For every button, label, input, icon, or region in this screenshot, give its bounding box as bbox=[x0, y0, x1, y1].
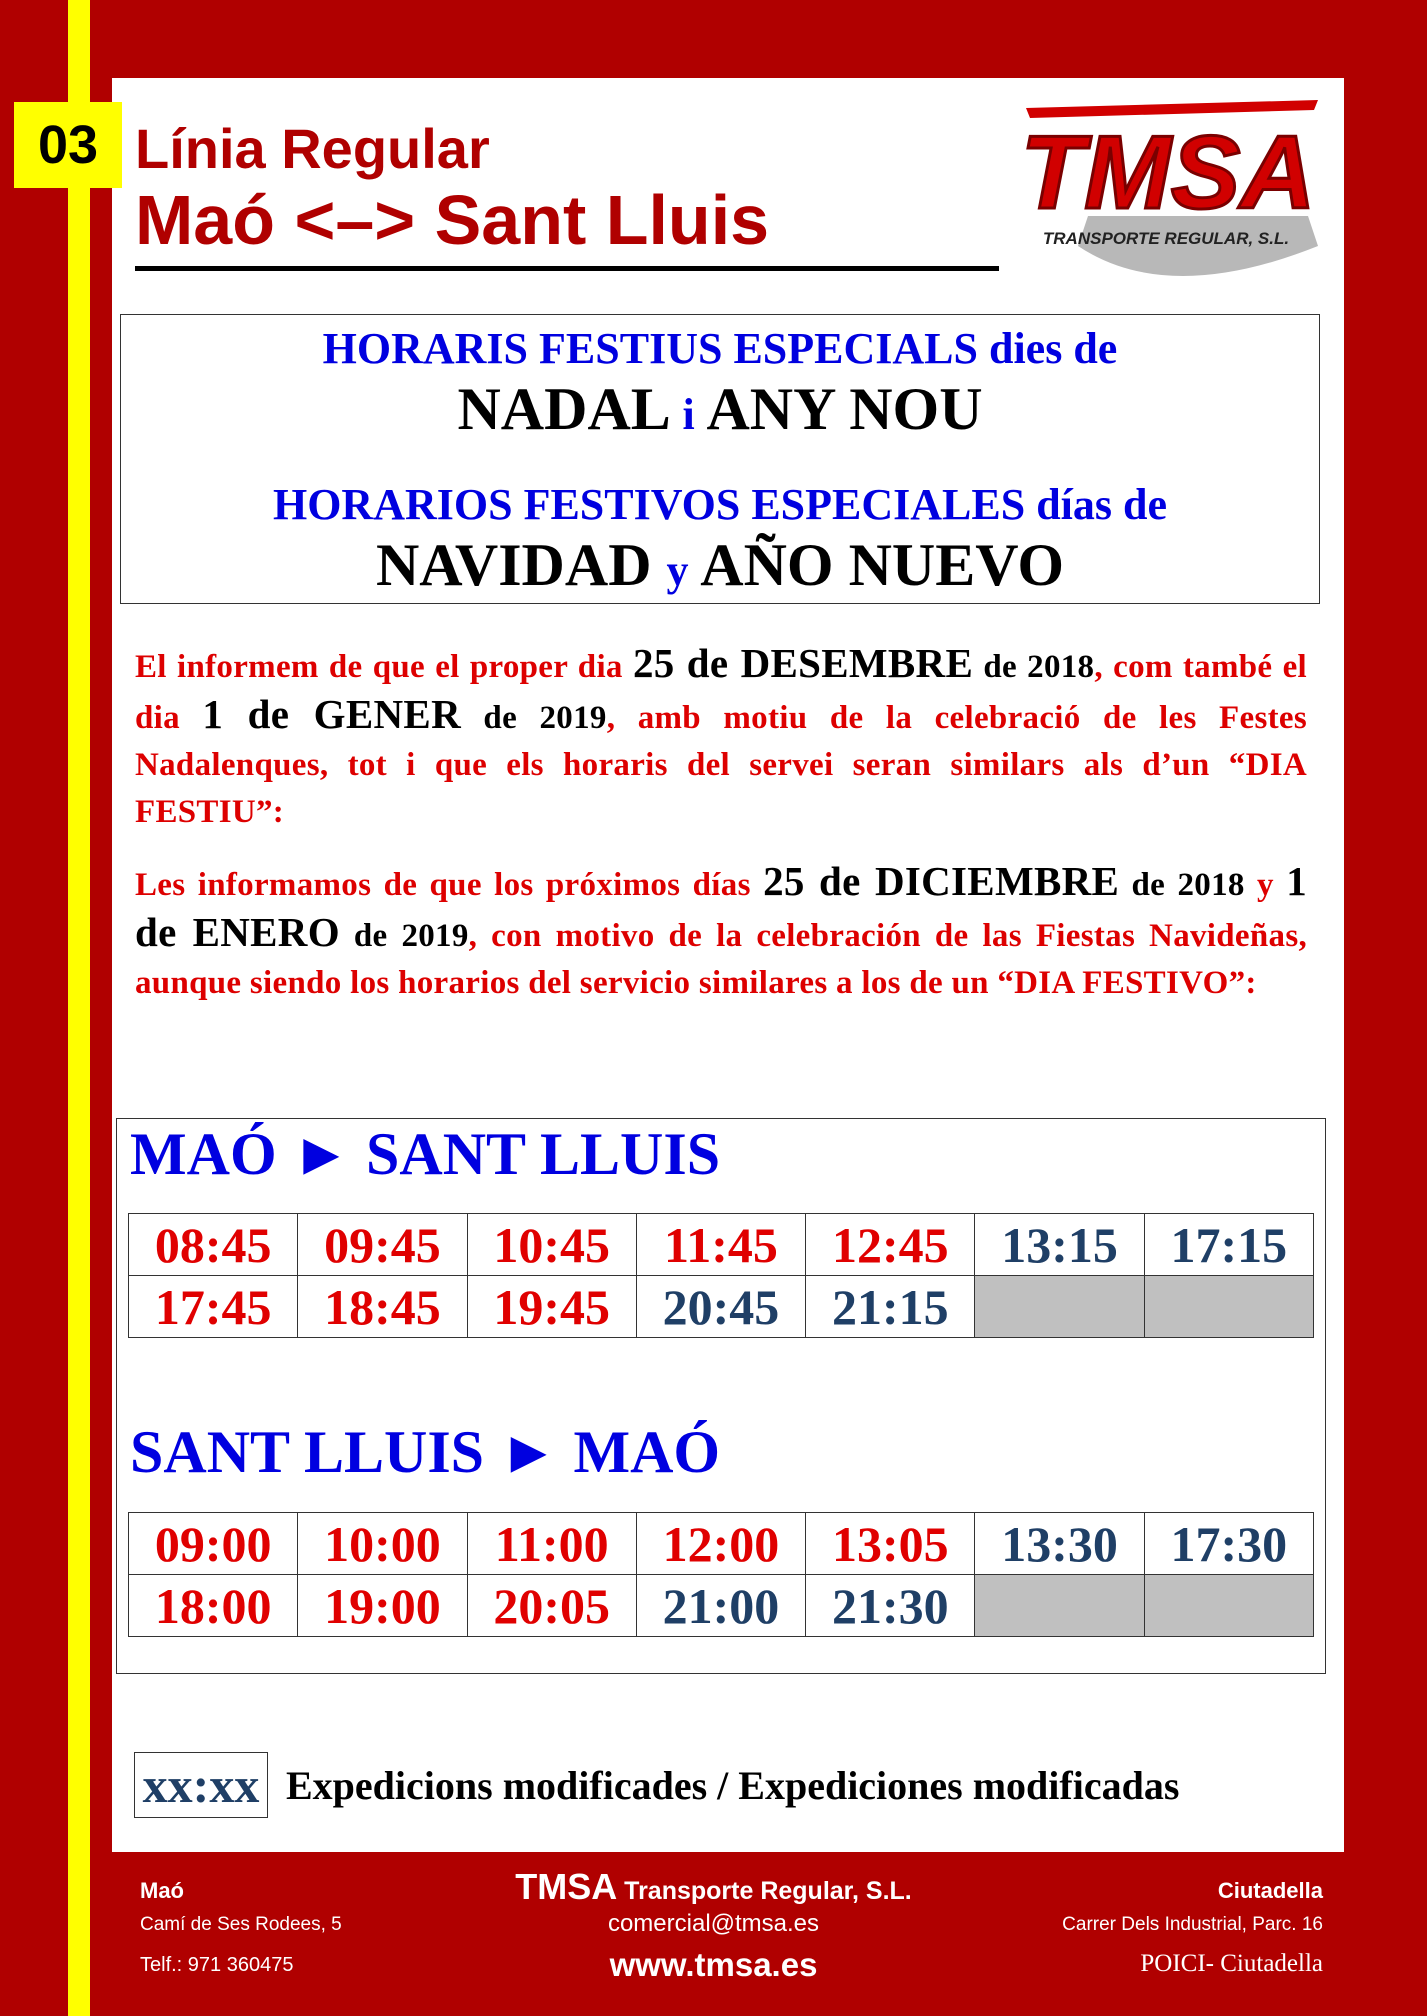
empty-cell bbox=[1144, 1276, 1313, 1338]
logo-subtitle-text: TRANSPORTE REGULAR, S.L. bbox=[1042, 229, 1290, 248]
route-title: Maó <–> Sant Lluis bbox=[135, 181, 770, 259]
footer-phone: Telf.: 971 360475 bbox=[140, 1954, 294, 1976]
departure-time: 19:00 bbox=[298, 1575, 467, 1637]
spanish-text-3: , con motivo de la celebración de las Fiestas Navideñas, aunque siendo los horarios del servicio similares a los de un “DIA FESTIVO”: bbox=[135, 918, 1308, 1001]
spanish-year-2: de 2019 bbox=[339, 918, 469, 954]
departure-time-modified: 17:30 bbox=[1144, 1513, 1313, 1575]
route-heading-mao-sant-lluis: MAÓ ► SANT LLUIS bbox=[130, 1121, 721, 1187]
spanish-date-1: 25 de DICIEMBRE bbox=[763, 858, 1120, 904]
spanish-paragraph bbox=[135, 858, 1307, 1007]
catalan-date-2: 1 de GENER bbox=[202, 691, 461, 737]
spanish-heading-suffix: días de bbox=[1036, 480, 1168, 529]
departure-time-modified: 21:00 bbox=[636, 1575, 805, 1637]
catalan-year-1: de 2018 bbox=[973, 649, 1095, 685]
departure-time: 09:00 bbox=[129, 1513, 298, 1575]
departure-time: 12:45 bbox=[806, 1214, 975, 1276]
legend-text: Expedicions modificades / Expediciones modificadas bbox=[286, 1763, 1180, 1808]
catalan-holiday-1: NADAL bbox=[457, 376, 668, 442]
departure-time: 13:05 bbox=[806, 1513, 975, 1575]
departure-time: 10:45 bbox=[467, 1214, 636, 1276]
footer-right-city: Ciutadella bbox=[1217, 1878, 1323, 1903]
spanish-heading-main: HORARIOS FESTIVOS ESPECIALES bbox=[272, 480, 1026, 529]
legend-swatch: xx:xx bbox=[134, 1752, 268, 1818]
catalan-heading-suffix: dies de bbox=[988, 324, 1118, 373]
departure-time: 11:45 bbox=[636, 1214, 805, 1276]
yellow-stripe bbox=[68, 0, 90, 2016]
departure-time-modified: 20:45 bbox=[636, 1276, 805, 1338]
spanish-text-1: Les informamos de que los próximos días bbox=[135, 867, 764, 903]
departure-time-modified: 13:15 bbox=[975, 1214, 1144, 1276]
route-heading-sant-lluis-mao: SANT LLUIS ► MAÓ bbox=[130, 1419, 721, 1485]
catalan-year-2: de 2019 bbox=[460, 700, 607, 736]
footer-company bbox=[0, 1866, 1427, 1908]
catalan-date-1: 25 de DESEMBRE bbox=[632, 640, 974, 686]
departure-time: 17:45 bbox=[129, 1276, 298, 1338]
footer-left-city: Maó bbox=[140, 1878, 184, 1903]
footer-left-address: Camí de Ses Rodees, 5 bbox=[140, 1914, 342, 1935]
footer-poici: POICI- Ciutadella bbox=[1140, 1950, 1323, 1977]
departure-time-modified: 13:30 bbox=[975, 1513, 1144, 1575]
catalan-text-3: , amb motiu de la celebració de les Festes Nadalenques, tot i que els horaris del servei seran similars als d’un “DIA FESTIU”: bbox=[135, 700, 1307, 830]
spanish-holidays bbox=[121, 531, 1319, 600]
footer-brand: TMSA bbox=[515, 1866, 618, 1907]
departure-time-modified: 17:15 bbox=[1144, 1214, 1313, 1276]
title-underline bbox=[135, 266, 999, 271]
departure-time: 11:00 bbox=[467, 1513, 636, 1575]
footer-email-link[interactable]: comercial@tmsa.es bbox=[607, 1910, 820, 1937]
spanish-heading bbox=[121, 479, 1319, 530]
departure-time: 19:45 bbox=[467, 1276, 636, 1338]
departure-time: 10:00 bbox=[298, 1513, 467, 1575]
empty-cell bbox=[1144, 1575, 1313, 1637]
departure-time-modified: 21:30 bbox=[806, 1575, 975, 1637]
table-row bbox=[129, 1214, 1314, 1276]
spanish-holiday-2: AÑO NUEVO bbox=[700, 532, 1065, 598]
footer-website-link[interactable]: www.tmsa.es bbox=[609, 1946, 818, 1983]
catalan-heading-main: HORARIS FESTIUS ESPECIALS bbox=[322, 324, 978, 373]
spanish-holiday-1: NAVIDAD bbox=[375, 532, 652, 598]
departure-time: 08:45 bbox=[129, 1214, 298, 1276]
logo-brand-text: TMSA bbox=[1020, 115, 1316, 231]
catalan-holidays bbox=[121, 375, 1319, 444]
catalan-paragraph bbox=[135, 640, 1307, 836]
footer-company-name: Transporte Regular, S.L. bbox=[617, 1877, 912, 1905]
departure-time: 20:05 bbox=[467, 1575, 636, 1637]
catalan-conjunction: i bbox=[682, 390, 695, 439]
catalan-holiday-2: ANY NOU bbox=[706, 376, 983, 442]
catalan-text-2: , com també el dia bbox=[135, 649, 1307, 736]
catalan-text-1: El informem de que el proper dia bbox=[135, 649, 633, 685]
route-number-badge: 03 bbox=[14, 102, 122, 188]
departure-time-modified: 21:15 bbox=[806, 1276, 975, 1338]
empty-cell bbox=[975, 1276, 1144, 1338]
departure-time: 18:00 bbox=[129, 1575, 298, 1637]
departure-time: 12:00 bbox=[636, 1513, 805, 1575]
table-row bbox=[129, 1513, 1314, 1575]
timetable-sant-lluis-mao bbox=[128, 1512, 1314, 1637]
catalan-heading bbox=[121, 323, 1319, 374]
spanish-year-1: de 2018 bbox=[1119, 867, 1245, 903]
title-line-regular: Línia Regular bbox=[135, 117, 490, 180]
spanish-text-2: y bbox=[1244, 867, 1287, 903]
empty-cell bbox=[975, 1575, 1144, 1637]
holiday-notice-box bbox=[120, 314, 1320, 604]
spanish-date-2: 1 de ENERO bbox=[135, 858, 1308, 955]
tmsa-logo bbox=[1018, 96, 1328, 286]
departure-time: 18:45 bbox=[298, 1276, 467, 1338]
timetable-mao-sant-lluis bbox=[128, 1213, 1314, 1338]
spanish-conjunction: y bbox=[666, 546, 689, 595]
table-row bbox=[129, 1276, 1314, 1338]
footer-right-address: Carrer Dels Industrial, Parc. 16 bbox=[1062, 1914, 1323, 1935]
table-row bbox=[129, 1575, 1314, 1637]
departure-time: 09:45 bbox=[298, 1214, 467, 1276]
